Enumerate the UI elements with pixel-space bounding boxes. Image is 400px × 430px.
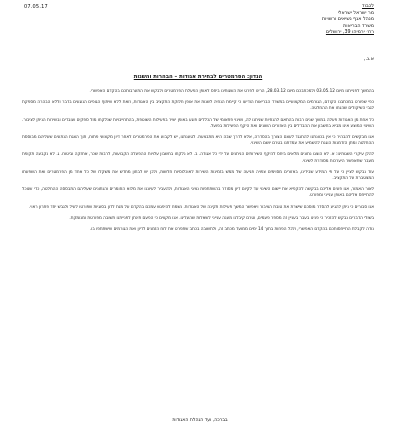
recipient-line: רח׳ ירמיהו 39, ירושלים xyxy=(325,30,374,36)
body-paragraph: אנו מבקשים להבהיר כי אין בכוונתנו להתנגד לעצם הצורך בהסדרה, אלא לדרך שבה היא מתבצעת. לטענתנו, יש לקבוע את הפרמטרים לאחר דיון מקצועי פתוח, תוך הצגת הנתונים שעליהם מבוססת ההחלטה ומתן הזדמנות הוגנת להשמיע את עמדתנו בטרם יושם השינוי. xyxy=(22,134,374,146)
body-paragraph: כל אחת מן האגודות פעלה במשך שנים רבות בהתאם להנחיות שניתנו לה, ושינוי פתאומי של הכללים פוגע באופן ישיר בפעילות השוטפת, בהתחייבויות שנלקחו מול ספקים ועובדים ובשירות הניתן לציבור. השינוי המוצע אינו מביא בחשבון את ההבדלים בין האזורים השונים ואת היקף הפעילות בפועל. xyxy=(22,116,374,128)
body-paragraph: בשולי הדברים נבקש להזכיר כי פנינו בעבר בעניין זה מספר פעמים, וטרם קיבלנו מענה ענייני לשאלות שהעלינו. אנו מקווים כי הפעם תינתן לפנייתנו תשובה מפורטת ומנומקת. xyxy=(69,214,374,220)
recipient-address xyxy=(254,4,374,37)
body-paragraph: נודה לקבלת התייחסותכם בהקדם האפשרי, ולכל הפחות בתוך 14 ימים ממועד מכתב זה, ולתשובה בכתב שתפרט את לוח הזמנים לדיון ואת הגורמים שישתתפו בו. xyxy=(89,226,374,232)
letter-body xyxy=(22,88,374,237)
subject-line: הנדון: הפרמטרים לבחירת אגודות – הבהרות והשגות xyxy=(133,74,263,80)
recipient-line: מר ישראל ישראלי xyxy=(337,10,374,16)
body-paragraph: לאור האמור, אנו פונים אליכם בבקשה להקפיא את יישום השינוי עד לקיום דיון מסודר בהשתתפות נציגי האגודות, ולהעביר לעיוננו את מלוא החומרים והנתונים שעליהם התבססה ההחלטה, כדי שנוכל להתייחס אליהם באופן ענייני ומפורט. xyxy=(22,186,374,198)
recipient-line: לכבוד xyxy=(362,4,374,9)
recipient-line: מנהל אגף נשיאים ורשויות xyxy=(322,17,374,23)
signature-line: בברכה, ועד הנהלת האגודות xyxy=(172,418,228,423)
salutation: א.נ., xyxy=(363,56,374,62)
body-paragraph: להלן עיקרי השגותינו: א. לא הוצגו נתונים מלאים ביחס להיקף השירותים הניתנים על ידי כל אגודה. ב. לא נלקחו בחשבון עלויות ההפעלה הקבועות, לרבות שכר, אחזקה וביטוח. ג. לא נקבעה תקופת מעבר שתאפשר היערכות מסודרת לשינוי. xyxy=(22,151,374,163)
recipient-line: משרד הבריאות xyxy=(343,23,374,29)
body-paragraph: עוד נבקש לציין כי על פי המידע שבידינו, באזורים מסוימים צפויה פגיעה של ממש בזמינות השירות לאוכלוסיות חלשות, ולכן יש לבחון מחדש את משקלו של כל אחד מן הפרמטרים ואת השפעתו המצטברת על התקציב. xyxy=(22,168,374,181)
letter-date: 07.05.17 xyxy=(24,4,48,10)
body-paragraph: בהמשך לפנייתנו מיום 03.05.12 ולמכתבכם מיום 28.03.12, הרינו לפרט את השגותינו ביחס לאופן הפעלת הפרמטרים ולבקש את התערבותכם בהקדם האפשרי. xyxy=(89,88,374,93)
body-paragraph: אנו סבורים כי ניתן להגיע להסדר מוסכם שישרת את טובת הציבור ויאפשר המשך פעילות תקינה של האגודות. נשמח להיפגש עמכם בהקדם על מנת לדון בסוגיות שפורטו לעיל ולגבש יחד פתרון ראוי. xyxy=(29,203,374,209)
body-paragraph: כפי שפורט במכתבנו הקודם, הגורמים המקצועיים במשרד הבריאות הודיעו כי קיימת הנחיה לשנות את אופן חלוקת התקציב בין האגודות, וזאת ללא שיתוף הגופים הנוגעים בדבר וללא הבהרה מספקת לגבי השיקולים שהנחו את ההחלטה. xyxy=(22,99,374,111)
